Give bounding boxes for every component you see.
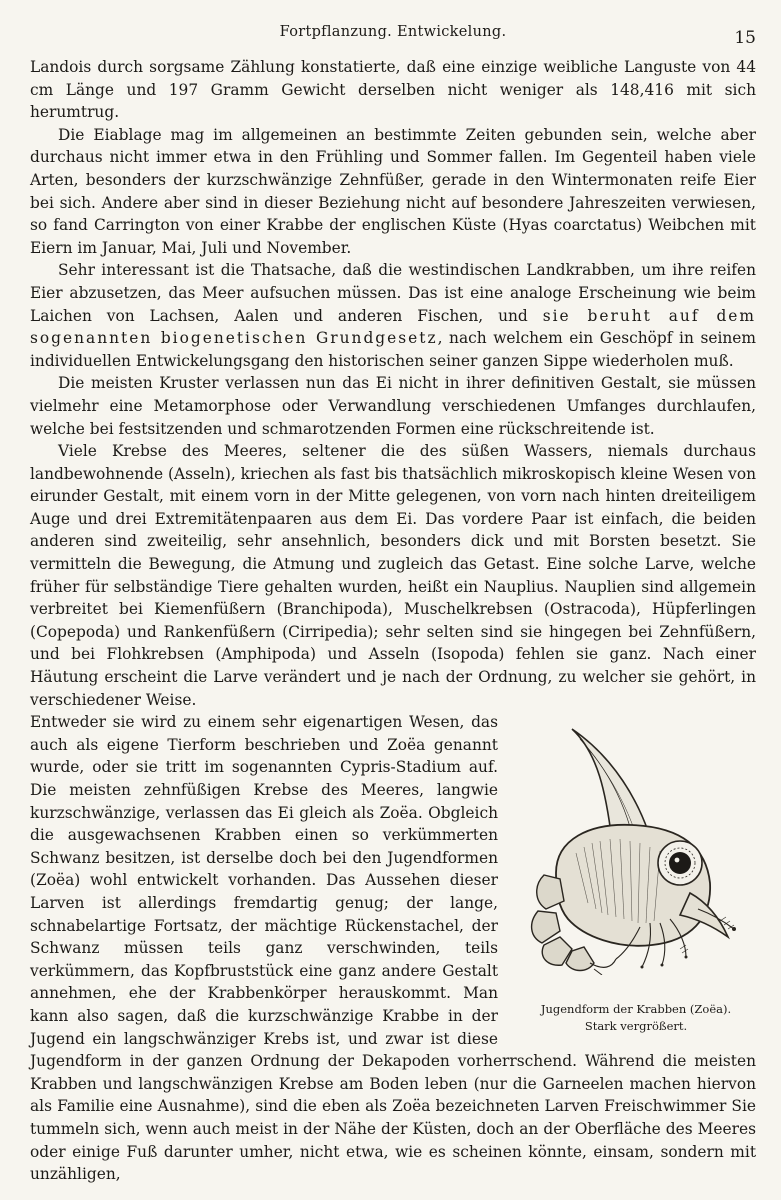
emphasis-biogenetic-law: sie beruht auf dem sogenannten biogenetischen Grundgesetz [30,306,756,348]
paragraph-land-crabs-part1: Sehr interessant ist die Thatsache, daß die westindischen Landkrabben, um ihre reifen Eier abzusetzen, das Meer aufsuchen müssen. Das ist eine analoge Erscheinung wie beim Laichen von Lachsen, Aalen und anderen Fischen, und [30,261,756,325]
paragraph-nauplius: Viele Krebse des Meeres, seltener die des süßen Wassers, niemals durchaus landbewohnende (Asseln), kriechen als fast bis thatsächlich mikroskopisch kleine Wesen von eirunder Gestalt, mit einem vorn in der Mitte gelegenen, von vorn nach hinten dreiteiligem Auge und drei Extremitätenpaaren aus dem Ei. Das vordere Paar ist einfach, die beiden anderen sind zweiteilig, sehr ansehnlich, besonders dick und mit Borsten besetzt. Sie vermitteln die Bewegung, die Atmung und zugleich das Getast. Eine solche Larve, welche früher für selbständige Tiere gehalten wurden, heißt ein Nauplius. Nauplien sind allgemein verbreitet bei Kiemenfüßern (Branchipoda), Muschelkrebsen (Ostracoda), Hüpferlingen (Copepoda) und Rankenfüßern (Cirripedia); sehr selten sind sie hingegen bei Zehnfüßern, und bei Flohkrebsen (Amphipoda) und Asseln (Isopoda) fehlen sie ganz. Nach einer Häutung erscheint die Larve verändert und je nach der Ordnung, zu welcher sie gehört, in verschiedener Weise. [30,442,756,709]
page-number: 15 [734,28,756,48]
zoea-section [30,711,756,1185]
caption-note: Stark vergrößert. [584,1019,688,1034]
paragraph-continuation: Landois durch sorgsame Zählung konstatierte, daß eine einzige weibliche Languste von 44 cm Länge und 197 Gramm Gewicht derselben nicht weniger als 148,416 mit sich herumtrug. [30,58,756,122]
running-head: Fortpflanzung. Entwickelung. [279,24,507,40]
zoea-larva-illustration [520,723,752,975]
paragraph-land-crabs-part3: , nach welchem ein Geschöpf in seinem individuellen Entwickelungsgang den historischen seiner ganzen Sippe wiederholen muß. [30,329,756,370]
paragraph-metamorphosis: Die meisten Kruster verlassen nun das Ei nicht in ihrer definitiven Gestalt, sie müssen vielmehr eine Metamorphose oder Verwandlung verschiedenen Umfanges durchlaufen, welche bei festsitzenden und schmarotzenden Formen eine rückschreitende ist. [30,374,756,438]
figure-zoea [516,723,756,1035]
page [30,22,756,1186]
figure-caption [516,1001,756,1035]
caption-title: Jugendform der Krabben (Zoëa). [540,1002,732,1017]
paragraph-zoea: Entweder sie wird zu einem sehr eigenartigen Wesen, das auch als eigene Tierform beschrieben und Zoëa genannt wurde, oder sie tritt im sogenannten Cypris-Stadium auf. Die meisten zehnfüßigen Krebse des Meeres, langwie kurzschwänzige, verlassen das Ei gleich als Zoëa. Obgleich die ausgewachsenen Krabben einen so verkümmerten Schwanz besitzen, ist derselbe doch bei den Jugendformen (Zoëa) wohl entwickelt vorhanden. Das Aussehen dieser Larven ist allerdings fremdartig genug; der lange, schnabelartige Fortsatz, der mächtige Rückenstachel, der Schwanz müssen teils ganz verschwinden, teils verkümmern, das Kopfbruststück eine ganz andere Gestalt annehmen, ehe der Krabbenkörper herauskommt. Man kann also sagen, daß die kurzschwänzige Krabbe in der Jugend ein langschwänziger Krebs ist, und zwar ist diese Jugendform in der ganzen Ordnung der Dekapoden vorherrschend. Während die meisten Krabben und langschwänzigen Krebse am Boden leben (nur die Garneelen machen hiervon als Familie eine Ausnahme), sind die eben als Zoëa bezeichneten Larven Freischwimmer Sie tummeln sich, wenn auch meist in der Nähe der Küsten, doch an der Oberfläche des Meeres oder einige Fuß darunter umher, nicht etwa, wie es scheinen könnte, einsam, sondern mit unzähligen, [30,713,756,1184]
paragraph-land-crabs [30,259,756,372]
page-header [30,22,756,56]
paragraph-egg-laying: Die Eiablage mag im allgemeinen an bestimmte Zeiten gebunden sein, welche aber durchaus nicht immer etwa in den Frühling und Sommer fallen. Im Gegenteil haben viele Arten, besonders der kurzschwänzige Zehnfüßer, gerade in den Wintermonaten reife Eier bei sich. Andere aber sind in dieser Beziehung nicht auf besondere Jahreszeiten verwiesen, so fand Carrington von einer Krabbe der englischen Küste (Hyas coarctatus) Weibchen mit Eiern im Januar, Mai, Juli und November. [30,125,756,257]
